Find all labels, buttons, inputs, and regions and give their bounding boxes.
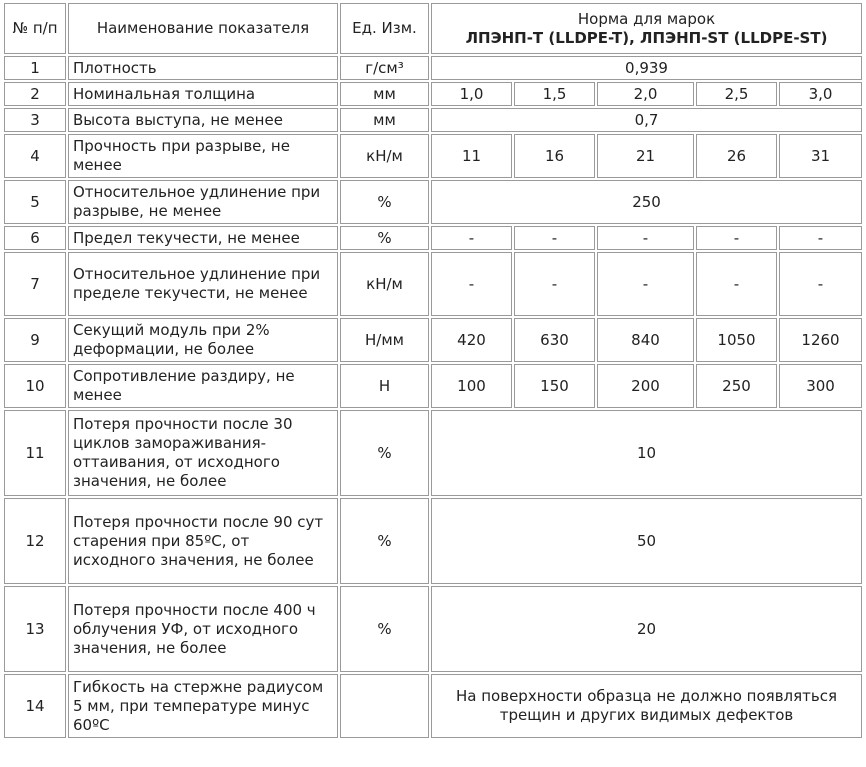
table-row — [4, 498, 862, 584]
header-norm — [431, 3, 862, 54]
row-value: - — [597, 226, 694, 250]
row-number: 5 — [4, 180, 66, 224]
row-unit: мм — [340, 82, 429, 106]
row-name: Гибкость на стержне радиусом 5 мм, при температуре минус 60ºС — [68, 674, 338, 738]
row-number: 12 — [4, 498, 66, 584]
row-value: 1,0 — [431, 82, 512, 106]
table-row — [4, 134, 862, 178]
row-unit: Н — [340, 364, 429, 408]
row-value: 840 — [597, 318, 694, 362]
row-number: 11 — [4, 410, 66, 496]
table-row — [4, 56, 862, 80]
row-value: - — [696, 226, 777, 250]
table-row — [4, 226, 862, 250]
header-row — [4, 3, 862, 54]
row-name: Секущий модуль при 2% деформации, не более — [68, 318, 338, 362]
row-unit: % — [340, 226, 429, 250]
row-value: - — [696, 252, 777, 316]
row-merged-value: 20 — [431, 586, 862, 672]
row-value: 150 — [514, 364, 595, 408]
row-unit: % — [340, 180, 429, 224]
table-row — [4, 410, 862, 496]
row-value: 420 — [431, 318, 512, 362]
row-value: 2,0 — [597, 82, 694, 106]
row-unit: кН/м — [340, 134, 429, 178]
table-row — [4, 586, 862, 672]
row-merged-value: На поверхности образца не должно появляться трещин и других видимых дефектов — [431, 674, 862, 738]
row-merged-value: 250 — [431, 180, 862, 224]
table-row — [4, 108, 862, 132]
row-unit: Н/мм — [340, 318, 429, 362]
spec-table — [2, 1, 864, 740]
row-value: - — [779, 252, 862, 316]
row-name: Потеря прочности после 30 циклов замораживания-оттаивания, от исходного значения, не более — [68, 410, 338, 496]
row-unit: мм — [340, 108, 429, 132]
header-norm-line2: ЛПЭНП-T (LLDPE-T), ЛПЭНП-ST (LLDPE-ST) — [465, 28, 828, 47]
row-value: - — [514, 252, 595, 316]
row-value: 26 — [696, 134, 777, 178]
row-number: 2 — [4, 82, 66, 106]
row-name: Предел текучести, не менее — [68, 226, 338, 250]
row-value: - — [514, 226, 595, 250]
row-name: Прочность при разрыве, не менее — [68, 134, 338, 178]
row-number: 13 — [4, 586, 66, 672]
row-value: - — [779, 226, 862, 250]
row-number: 6 — [4, 226, 66, 250]
row-name: Потеря прочности после 400 ч облучения УФ, от исходного значения, не более — [68, 586, 338, 672]
table-row — [4, 674, 862, 738]
row-value: 630 — [514, 318, 595, 362]
header-unit: Ед. Изм. — [340, 3, 429, 54]
row-value: 1050 — [696, 318, 777, 362]
row-name: Сопротивление раздиру, не менее — [68, 364, 338, 408]
row-unit: г/см³ — [340, 56, 429, 80]
row-unit: кН/м — [340, 252, 429, 316]
row-name: Высота выступа, не менее — [68, 108, 338, 132]
row-name: Потеря прочности после 90 сут старения при 85ºС, от исходного значения, не более — [68, 498, 338, 584]
row-name: Плотность — [68, 56, 338, 80]
row-value: 2,5 — [696, 82, 777, 106]
header-num: № п/п — [4, 3, 66, 54]
row-value: 31 — [779, 134, 862, 178]
table-row — [4, 82, 862, 106]
row-value: - — [431, 226, 512, 250]
row-name: Относительное удлинение при разрыве, не менее — [68, 180, 338, 224]
row-value: 16 — [514, 134, 595, 178]
row-number: 1 — [4, 56, 66, 80]
row-value: 3,0 — [779, 82, 862, 106]
row-unit: % — [340, 586, 429, 672]
row-value: 100 — [431, 364, 512, 408]
row-merged-value: 0,7 — [431, 108, 862, 132]
row-merged-value: 0,939 — [431, 56, 862, 80]
row-number: 10 — [4, 364, 66, 408]
row-value: 250 — [696, 364, 777, 408]
header-norm-line1: Норма для марок — [577, 9, 716, 28]
row-merged-value: 50 — [431, 498, 862, 584]
header-name: Наименование показателя — [68, 3, 338, 54]
row-value: 1260 — [779, 318, 862, 362]
table-row — [4, 180, 862, 224]
row-value: - — [431, 252, 512, 316]
row-name: Номинальная толщина — [68, 82, 338, 106]
row-number: 7 — [4, 252, 66, 316]
row-value: 21 — [597, 134, 694, 178]
row-value: 300 — [779, 364, 862, 408]
row-number: 4 — [4, 134, 66, 178]
row-value: - — [597, 252, 694, 316]
row-number: 9 — [4, 318, 66, 362]
row-unit: % — [340, 410, 429, 496]
row-value: 1,5 — [514, 82, 595, 106]
row-unit — [340, 674, 429, 738]
row-merged-value: 10 — [431, 410, 862, 496]
table-row — [4, 364, 862, 408]
row-value: 200 — [597, 364, 694, 408]
row-value: 11 — [431, 134, 512, 178]
row-unit: % — [340, 498, 429, 584]
table-row — [4, 252, 862, 316]
table-row — [4, 318, 862, 362]
row-number: 14 — [4, 674, 66, 738]
row-number: 3 — [4, 108, 66, 132]
row-name: Относительное удлинение при пределе текучести, не менее — [68, 252, 338, 316]
